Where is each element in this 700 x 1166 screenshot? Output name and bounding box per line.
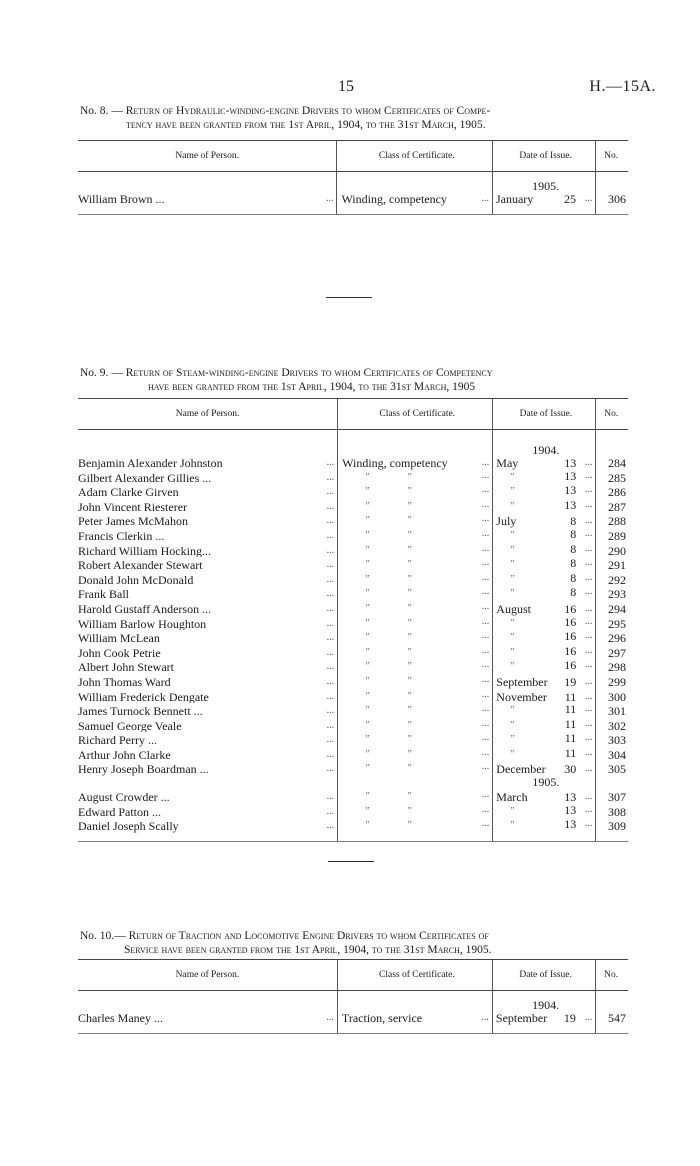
table-row xyxy=(78,703,628,718)
issue-date: ... November 11 xyxy=(493,689,596,704)
issue-date: ... ” 8 xyxy=(493,543,596,558)
issue-day: 8 xyxy=(570,514,577,528)
issue-month: ” xyxy=(510,661,515,673)
person-name: ... John Vincent Riesterer xyxy=(78,499,335,514)
person-name: ... Benjamin Alexander Johnston xyxy=(78,457,335,470)
class-text: ” ” xyxy=(364,471,412,483)
person-name: ... William Brown ... xyxy=(78,193,334,206)
issue-month: November xyxy=(496,689,547,704)
certificate-class: ... ” ” xyxy=(338,761,493,776)
issue-date: ... September 19 xyxy=(492,1012,595,1025)
table-row xyxy=(78,586,628,601)
person-name: ... Albert John Stewart xyxy=(78,660,335,674)
certificate-class: ... ” ” xyxy=(338,818,493,833)
certificate-number: 547 xyxy=(596,1012,628,1025)
section-number: No. 8. xyxy=(80,105,109,117)
column-header: Class of Certificate. xyxy=(338,399,493,430)
name-text: William McLean xyxy=(78,631,160,645)
table-row xyxy=(78,674,628,689)
certificate-class: ... ” ” xyxy=(338,689,493,704)
person-name: ... William Frederick Dengate xyxy=(78,689,335,704)
certificate-class: ... ” ” xyxy=(338,484,493,499)
issue-month: ” xyxy=(510,617,515,629)
class-text: ” ” xyxy=(364,617,412,629)
table-row xyxy=(78,470,628,485)
issue-month: ” xyxy=(510,559,515,571)
issue-date: ... December 30 xyxy=(493,761,596,776)
title-line-2: have been granted from the 1st April, 1904, to the 31st March, 1905 xyxy=(148,381,476,393)
class-text: Winding, competency xyxy=(342,457,448,470)
name-text: William Barlow Houghton xyxy=(78,616,207,631)
certificate-number: 296 xyxy=(596,630,628,645)
year-label: 1905. xyxy=(492,180,595,193)
issue-month: August xyxy=(496,601,531,616)
class-text: ” ” xyxy=(364,500,412,512)
person-name: ... Samuel George Veale xyxy=(78,718,335,733)
column-header: No. xyxy=(596,399,628,430)
column-header: No. xyxy=(596,960,628,991)
issue-day: 16 xyxy=(564,630,577,644)
class-text: ” ” xyxy=(364,646,412,658)
column-header: Class of Certificate. xyxy=(337,141,493,172)
issue-month: ” xyxy=(510,486,515,498)
person-name: ... Richard William Hocking... xyxy=(78,543,335,558)
person-name: ... Gilbert Alexander Gillies ... xyxy=(78,470,335,485)
certificate-number: 297 xyxy=(596,645,628,660)
certificate-class: ... ” ” xyxy=(338,470,493,485)
issue-date: ... August 16 xyxy=(493,601,596,616)
certificate-number: 288 xyxy=(596,513,628,528)
issue-date: ... ” 13 xyxy=(493,804,596,819)
issue-date: ... July 8 xyxy=(493,513,596,528)
section-number: No. 10. xyxy=(80,930,115,942)
person-name: ... John Cook Petrie xyxy=(78,645,335,660)
table-row xyxy=(78,557,628,572)
issue-day: 16 xyxy=(564,644,577,658)
issue-month: ” xyxy=(510,632,515,644)
name-text: James Turnock Bennett ... xyxy=(78,704,203,718)
column-header: No. xyxy=(596,141,628,172)
issue-date: ... ” 13 xyxy=(493,484,596,499)
table-row xyxy=(78,689,628,704)
person-name: ... Charles Maney ... xyxy=(78,1012,334,1025)
certificate-number: 285 xyxy=(596,470,628,485)
blank-cell xyxy=(596,776,628,789)
class-text: ” ” xyxy=(364,820,412,832)
certificate-number: 302 xyxy=(596,718,628,733)
column-header: Class of Certificate. xyxy=(337,960,492,991)
issue-day: 11 xyxy=(564,703,577,717)
blank-cell xyxy=(338,776,493,789)
name-text: William Brown ... xyxy=(78,193,165,206)
issue-day: 11 xyxy=(564,689,577,704)
class-text: ” ” xyxy=(364,588,412,600)
certificate-number: 309 xyxy=(596,818,628,833)
issue-day: 8 xyxy=(570,527,577,541)
issue-date: ... ” 11 xyxy=(493,718,596,733)
issue-month: ” xyxy=(510,573,515,585)
blank-cell xyxy=(78,444,338,457)
issue-month: ” xyxy=(510,500,515,512)
person-name: ... Frank Ball xyxy=(78,587,335,601)
issue-month: ” xyxy=(510,719,515,731)
person-name: ... John Thomas Ward xyxy=(78,674,335,689)
certificate-number: 305 xyxy=(596,761,628,776)
issue-day: 25 xyxy=(563,193,576,206)
name-text: Arthur John Clarke xyxy=(78,747,171,762)
issue-day: 13 xyxy=(564,803,577,817)
section-divider xyxy=(328,861,374,862)
certificate-class: ... ” ” xyxy=(338,747,493,762)
issue-date: ... ” 16 xyxy=(493,645,596,660)
class-text: ” ” xyxy=(364,705,412,717)
certificate-number: 287 xyxy=(596,499,628,514)
column-header: Date of Issue. xyxy=(493,399,596,430)
issue-month: March xyxy=(496,790,528,804)
certificate-class: ... ” ” xyxy=(338,616,493,631)
title-line-1: Return of Hydraulic-winding-engine Drivers to whom Certificates of Compe- xyxy=(125,105,491,117)
issue-month: ” xyxy=(510,734,515,746)
title-line-2: Service have been granted from the 1st April, 1904, to the 31st March, 1905. xyxy=(124,944,492,956)
certificate-number: 293 xyxy=(596,586,628,601)
class-text: ” ” xyxy=(364,529,412,541)
issue-day: 13 xyxy=(564,484,577,498)
table-row xyxy=(78,818,628,833)
issue-day: 8 xyxy=(570,586,577,600)
issue-month: ” xyxy=(510,529,515,541)
certificate-number: 308 xyxy=(596,804,628,819)
person-name: ... Richard Perry ... xyxy=(78,733,335,747)
issue-month: December xyxy=(496,762,546,777)
table-row xyxy=(78,804,628,819)
table-row xyxy=(78,718,628,733)
person-name: ... Edward Patton ... xyxy=(78,804,335,819)
blank-cell xyxy=(78,776,338,789)
issue-date: ... ” 8 xyxy=(493,557,596,572)
title-line-1: Return of Traction and Locomotive Engine Drivers to whom Certificates of xyxy=(128,930,489,942)
issue-date: ... ” 11 xyxy=(493,747,596,762)
issue-month: ” xyxy=(510,646,515,658)
table-row xyxy=(78,659,628,674)
issue-date: ... ” 13 xyxy=(493,499,596,514)
certificate-class: ... ” ” xyxy=(338,732,493,747)
issue-date: ... ” 8 xyxy=(493,572,596,587)
person-name: ... William McLean xyxy=(78,631,335,645)
section-10-title: No. 10.— Return of Traction and Locomotive Engine Drivers to whom Certificates of Service have been granted from the 1st April, 1904, to the 31st March, 1905. xyxy=(80,929,628,957)
blank-cell xyxy=(338,444,493,457)
class-text: ” ” xyxy=(364,675,412,687)
issue-month: July xyxy=(496,514,517,528)
certificate-number: 289 xyxy=(596,528,628,543)
table-row xyxy=(78,484,628,499)
name-text: Francis Clerkin ... xyxy=(78,528,165,543)
certificate-class: ... ” ” xyxy=(338,789,493,804)
title-line-1: Return of Steam-winding-engine Drivers to whom Certificates of Competency xyxy=(125,367,493,379)
person-name: ... James Turnock Bennett ... xyxy=(78,704,335,718)
blank-cell xyxy=(596,444,628,457)
name-text: Robert Alexander Stewart xyxy=(78,558,203,572)
table-row xyxy=(78,572,628,587)
table-row xyxy=(78,1012,628,1025)
class-text: ” ” xyxy=(364,661,412,673)
certificate-class: ... ” ” xyxy=(338,601,493,616)
person-name: ... Robert Alexander Stewart xyxy=(78,558,335,572)
name-text: Harold Gustaff Anderson ... xyxy=(78,601,212,616)
issue-day: 8 xyxy=(570,542,577,556)
certificate-number: 306 xyxy=(596,193,628,206)
section-9-title: No. 9. — Return of Steam-winding-engine Drivers to whom Certificates of Competency have been granted from the 1st April, 1904, to the 31st March, 1905 xyxy=(80,366,628,394)
certificate-number: 304 xyxy=(596,747,628,762)
blank-cell xyxy=(78,180,337,193)
issue-day: 16 xyxy=(564,659,577,673)
table-row xyxy=(78,630,628,645)
certificate-number: 299 xyxy=(596,674,628,689)
issue-day: 13 xyxy=(564,790,577,804)
class-text: ” ” xyxy=(364,544,412,556)
class-text: Winding, competency xyxy=(341,193,447,206)
issue-day: 11 xyxy=(564,717,577,731)
class-text: ” ” xyxy=(364,690,412,702)
class-text: ” ” xyxy=(364,515,412,527)
person-name: ... Arthur John Clarke xyxy=(78,747,335,762)
document-reference: H.—15A. xyxy=(589,78,656,95)
table-row xyxy=(78,528,628,543)
issue-month: ” xyxy=(510,705,515,717)
certificate-number: 303 xyxy=(596,732,628,747)
certificate-number: 295 xyxy=(596,616,628,631)
column-header: Name of Person. xyxy=(78,960,337,991)
name-text: Richard William Hocking... xyxy=(78,543,211,558)
year-label: 1905. xyxy=(493,776,596,789)
certificate-class: ... Traction, service xyxy=(337,1012,492,1025)
issue-date: ... January 25 xyxy=(492,193,595,206)
name-text: Benjamin Alexander Johnston xyxy=(78,457,223,470)
issue-date: ... ” 8 xyxy=(493,586,596,601)
name-text: Edward Patton ... xyxy=(78,804,161,819)
name-text: Charles Maney ... xyxy=(78,1012,163,1025)
table-row xyxy=(78,193,628,206)
issue-date: ... ” 16 xyxy=(493,616,596,631)
certificate-number: 298 xyxy=(596,659,628,674)
certificate-class: ... ” ” xyxy=(338,804,493,819)
certificate-class: ... ” ” xyxy=(338,528,493,543)
class-text: ” ” xyxy=(364,748,412,760)
name-text: William Frederick Dengate xyxy=(78,689,209,704)
issue-month: ” xyxy=(510,588,515,600)
issue-day: 8 xyxy=(570,571,577,585)
certificate-class: ... ” ” xyxy=(338,586,493,601)
class-text: Traction, service xyxy=(341,1012,423,1025)
issue-day: 19 xyxy=(563,1012,576,1025)
issue-date: ... ” 13 xyxy=(493,470,596,485)
issue-month: September xyxy=(496,674,548,689)
class-text: ” ” xyxy=(364,719,412,731)
issue-month: ” xyxy=(510,748,515,760)
table-row xyxy=(78,732,628,747)
certificate-class: ... ” ” xyxy=(338,674,493,689)
issue-date: ... ” 16 xyxy=(493,630,596,645)
blank-cell xyxy=(596,999,628,1012)
person-name: ... Francis Clerkin ... xyxy=(78,528,335,543)
issue-day: 16 xyxy=(564,601,577,616)
certificate-class: ... ” ” xyxy=(338,513,493,528)
table-row xyxy=(78,616,628,631)
issue-month: ” xyxy=(510,544,515,556)
certificate-class: ... Winding, competency xyxy=(337,193,493,206)
certificate-class: ... ” ” xyxy=(338,630,493,645)
table-row xyxy=(78,761,628,776)
issue-month: ” xyxy=(510,820,515,832)
name-text: Richard Perry ... xyxy=(78,733,157,747)
certificate-number: 291 xyxy=(596,557,628,572)
name-text: John Thomas Ward xyxy=(78,674,171,689)
issue-date: ... September 19 xyxy=(493,674,596,689)
issue-date: ... March 13 xyxy=(493,789,596,804)
table-row xyxy=(78,747,628,762)
name-text: Henry Joseph Boardman ... xyxy=(78,762,209,777)
certificate-class: ... ” ” xyxy=(338,543,493,558)
name-text: Donald John McDonald xyxy=(78,572,194,587)
section-8-table xyxy=(78,140,628,215)
name-text: Samuel George Veale xyxy=(78,718,182,733)
blank-cell xyxy=(596,180,628,193)
column-header: Name of Person. xyxy=(78,141,337,172)
certificate-class: ... ” ” xyxy=(338,645,493,660)
issue-day: 13 xyxy=(564,457,577,470)
certificate-number: 301 xyxy=(596,703,628,718)
issue-month: May xyxy=(496,457,519,470)
section-9-table xyxy=(78,398,628,842)
issue-day: 13 xyxy=(564,498,577,512)
person-name: ... Adam Clarke Girven xyxy=(78,485,335,499)
class-text: ” ” xyxy=(364,486,412,498)
issue-day: 16 xyxy=(564,615,577,629)
section-10-table xyxy=(78,959,628,1034)
class-text: ” ” xyxy=(364,805,412,817)
column-header: Name of Person. xyxy=(78,399,338,430)
certificate-number: 294 xyxy=(596,601,628,616)
class-text: ” ” xyxy=(364,573,412,585)
certificate-number: 290 xyxy=(596,543,628,558)
section-8-title: No. 8. — Return of Hydraulic-winding-engine Drivers to whom Certificates of Compe- tency have been granted from the 1st April, 1904, to the 31st March, 1905. xyxy=(80,104,628,132)
class-text: ” ” xyxy=(364,602,412,614)
table-row xyxy=(78,513,628,528)
name-text: Albert John Stewart xyxy=(78,660,174,674)
issue-month: January xyxy=(495,193,534,206)
issue-date: ... ” 13 xyxy=(493,818,596,833)
certificate-class: ... Winding, competency xyxy=(338,457,493,470)
issue-month: September xyxy=(495,1012,548,1025)
issue-day: 30 xyxy=(564,762,577,777)
certificate-class: ... ” ” xyxy=(338,557,493,572)
issue-day: 19 xyxy=(564,674,577,689)
title-line-2: tency have been granted from the 1st April, 1904, to the 31st March, 1905. xyxy=(126,119,486,131)
section-divider xyxy=(326,297,372,298)
name-text: John Vincent Riesterer xyxy=(78,499,188,514)
class-text: ” ” xyxy=(364,763,412,775)
certificate-number: 292 xyxy=(596,572,628,587)
issue-date: ... May 13 xyxy=(493,457,596,470)
issue-day: 13 xyxy=(564,469,577,483)
year-label: 1904. xyxy=(492,999,595,1012)
table-row xyxy=(78,499,628,514)
class-text: ” ” xyxy=(364,559,412,571)
name-text: August Crowder ... xyxy=(78,790,170,804)
certificate-number: 286 xyxy=(596,484,628,499)
class-text: ” ” xyxy=(364,632,412,644)
blank-cell xyxy=(337,999,492,1012)
table-row xyxy=(78,789,628,804)
certificate-class: ... ” ” xyxy=(338,499,493,514)
person-name: ... William Barlow Houghton xyxy=(78,616,335,631)
certificate-class: ... ” ” xyxy=(338,718,493,733)
issue-day: 13 xyxy=(564,818,577,832)
name-text: Adam Clarke Girven xyxy=(78,485,179,499)
issue-day: 11 xyxy=(564,746,577,760)
class-text: ” ” xyxy=(364,791,412,803)
year-label: 1904. xyxy=(493,444,596,457)
name-text: Peter James McMahon xyxy=(78,514,188,528)
person-name: ... August Crowder ... xyxy=(78,790,335,804)
certificate-number: 284 xyxy=(596,457,628,470)
name-text: Frank Ball xyxy=(78,587,129,601)
person-name: ... Donald John McDonald xyxy=(78,572,335,587)
issue-date: ... ” 11 xyxy=(493,732,596,747)
issue-day: 11 xyxy=(564,732,577,746)
name-text: John Cook Petrie xyxy=(78,645,161,660)
certificate-class: ... ” ” xyxy=(338,659,493,674)
section-number: No. 9. xyxy=(80,367,109,379)
blank-cell xyxy=(78,999,337,1012)
certificate-number: 307 xyxy=(596,789,628,804)
table-row xyxy=(78,457,628,470)
table-row xyxy=(78,543,628,558)
issue-day: 8 xyxy=(570,557,577,571)
issue-month: ” xyxy=(510,471,515,483)
issue-date: ... ” 8 xyxy=(493,528,596,543)
column-header: Date of Issue. xyxy=(492,141,595,172)
issue-month: ” xyxy=(510,805,515,817)
certificate-number: 300 xyxy=(596,689,628,704)
name-text: Daniel Joseph Scally xyxy=(78,819,179,833)
certificate-class: ... ” ” xyxy=(338,572,493,587)
person-name: ... Henry Joseph Boardman ... xyxy=(78,762,335,777)
issue-date: ... ” 11 xyxy=(493,703,596,718)
issue-date: ... ” 16 xyxy=(493,659,596,674)
name-text: Gilbert Alexander Gillies ... xyxy=(78,470,212,485)
blank-cell xyxy=(337,180,493,193)
table-row xyxy=(78,645,628,660)
person-name: ... Daniel Joseph Scally xyxy=(78,819,335,833)
column-header: Date of Issue. xyxy=(492,960,595,991)
table-row xyxy=(78,601,628,616)
page-number: 15 xyxy=(338,78,354,95)
person-name: ... Peter James McMahon xyxy=(78,514,335,528)
person-name: ... Harold Gustaff Anderson ... xyxy=(78,601,335,616)
class-text: ” ” xyxy=(364,734,412,746)
certificate-class: ... ” ” xyxy=(338,703,493,718)
